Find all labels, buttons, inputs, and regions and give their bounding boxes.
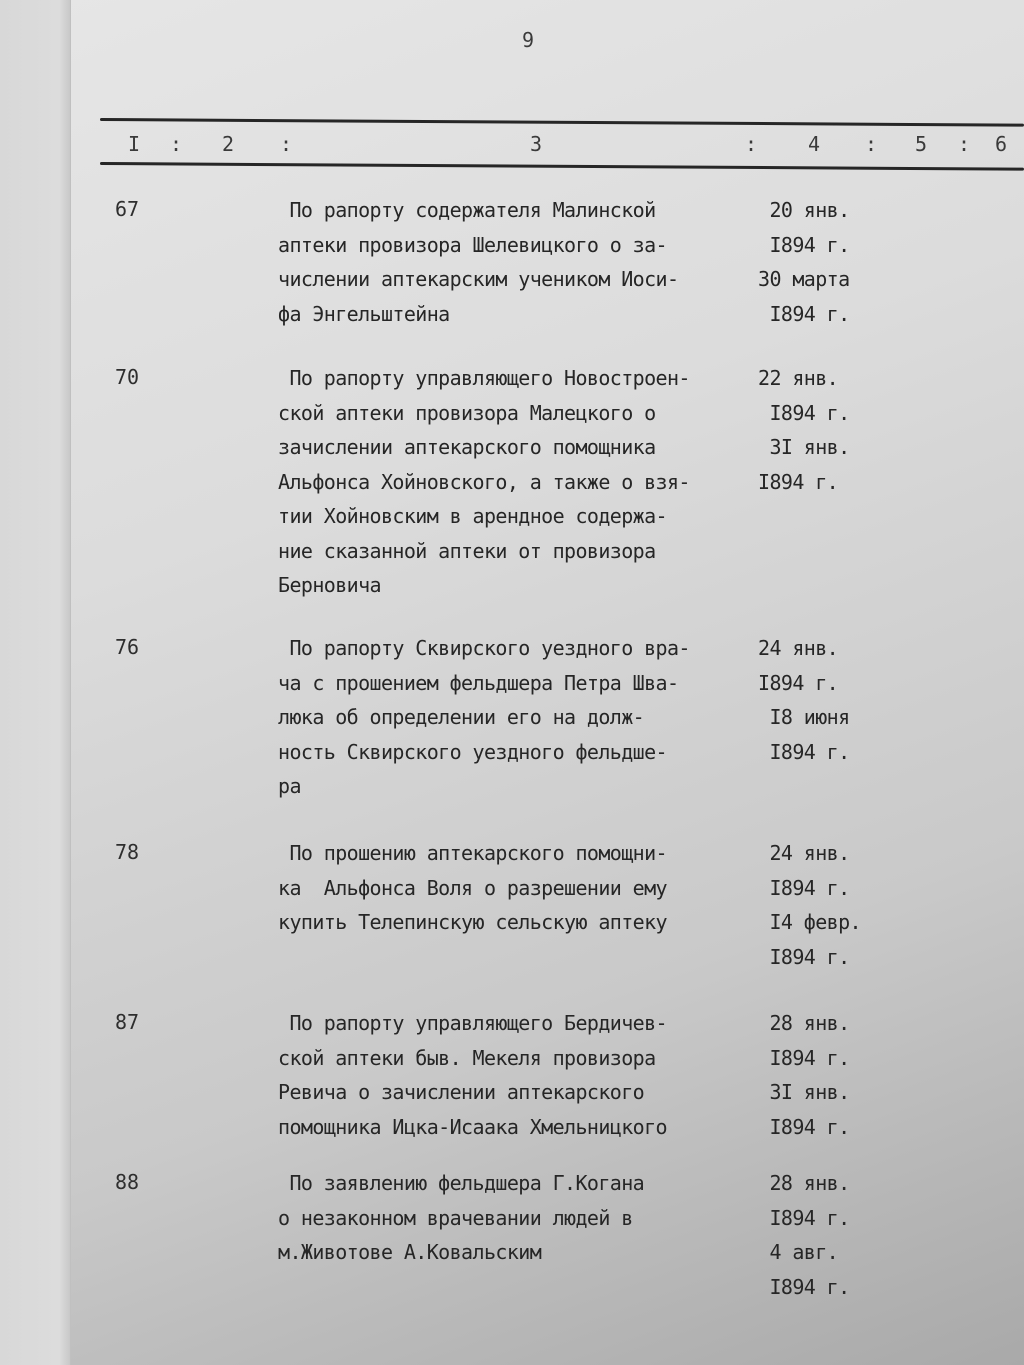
column-separator: :	[958, 132, 971, 156]
description-line: По рапорту содержателя Малинской	[278, 198, 656, 222]
header-rule-top	[100, 118, 1024, 127]
column-separator: :	[280, 132, 293, 156]
entry-description	[278, 631, 768, 804]
description-line: Берновича	[278, 573, 381, 597]
header-rule-bottom	[100, 162, 1024, 171]
entry-description	[278, 193, 768, 331]
date-line: 24 янв.	[758, 841, 850, 865]
date-line: I894 г.	[758, 944, 850, 969]
description-line: фа Энгельштейна	[278, 301, 450, 326]
description-line	[278, 940, 768, 975]
date-line: I8 июня	[758, 705, 850, 729]
page-fold-edge	[0, 0, 71, 1365]
column-separator: :	[170, 132, 183, 156]
entry-description	[278, 1166, 768, 1304]
column-header-2: 2	[222, 132, 235, 156]
entry-number: 78	[115, 840, 140, 864]
date-line: 20 янв.	[758, 198, 850, 222]
description-line: ской аптеки провизора Малецкого о	[278, 400, 656, 425]
date-line	[758, 534, 878, 569]
column-header-4: 4	[808, 132, 821, 156]
description-line: о незаконном врачевании людей в	[278, 1205, 633, 1230]
entry-number: 88	[115, 1170, 140, 1194]
date-line: I894 г.	[758, 1274, 850, 1299]
date-line: I894 г.	[758, 1114, 850, 1139]
entry-number: 76	[115, 635, 140, 659]
entry-dates	[758, 836, 878, 974]
entry-dates	[758, 631, 878, 804]
description-line: люка об определении его на долж-	[278, 705, 645, 729]
date-line: I894 г.	[758, 1045, 850, 1070]
date-line	[758, 769, 878, 804]
date-line: I894 г.	[758, 301, 850, 326]
description-line: ка Альфонса Воля о разрешении ему	[278, 875, 667, 900]
entry-description	[278, 361, 768, 603]
column-header-5: 5	[915, 132, 928, 156]
column-separator: :	[865, 132, 878, 156]
entry-number: 87	[115, 1010, 140, 1034]
date-line: 24 янв.	[758, 636, 839, 660]
date-line: I894 г.	[758, 1205, 850, 1230]
date-line: 3I янв.	[758, 1080, 850, 1104]
entry-dates	[758, 1166, 878, 1304]
entry-description	[278, 836, 768, 974]
date-line	[758, 568, 878, 603]
description-line: ра	[278, 774, 301, 798]
date-line: 30 марта	[758, 267, 850, 291]
description-line: ча с прошением фельдшера Петра Шва-	[278, 670, 679, 695]
date-line: 28 янв.	[758, 1171, 850, 1195]
column-header-3: 3	[530, 132, 543, 156]
description-line: ние сказанной аптеки от провизора	[278, 538, 656, 563]
description-line: По рапорту управляющего Новостроен-	[278, 366, 690, 390]
entry-description	[278, 1006, 768, 1144]
page-number: 9	[522, 28, 535, 52]
description-line	[278, 1270, 768, 1305]
date-line: I894 г.	[758, 469, 839, 494]
date-line: I894 г.	[758, 232, 850, 257]
description-line: По заявлению фельдшера Г.Когана	[278, 1171, 645, 1195]
date-line: 28 янв.	[758, 1011, 850, 1035]
date-line: 3I янв.	[758, 435, 850, 459]
date-line: I4 февр.	[758, 910, 861, 934]
entry-dates	[758, 193, 878, 331]
description-line: числении аптекарским учеником Иоси-	[278, 267, 679, 291]
date-line: 4 авг.	[758, 1240, 839, 1264]
column-header-I: I	[128, 132, 141, 156]
description-line: ской аптеки быв. Мекеля провизора	[278, 1045, 656, 1070]
entry-dates	[758, 361, 878, 603]
description-line: м.Животове А.Ковальским	[278, 1240, 542, 1264]
entry-number: 70	[115, 365, 140, 389]
column-separator: :	[745, 132, 758, 156]
date-line: I894 г.	[758, 400, 850, 425]
description-line: Альфонса Хойновского, а также о взя-	[278, 469, 690, 494]
description-line: тии Хойновским в арендное содержа-	[278, 504, 667, 528]
description-line: По прошению аптекарского помощни-	[278, 841, 667, 865]
description-line: По рапорту Сквирского уездного вра-	[278, 636, 690, 660]
description-line: помощника Ицка-Исаака Хмельницкого	[278, 1114, 667, 1139]
description-line: аптеки провизора Шелевицкого о за-	[278, 232, 667, 257]
description-line: Ревича о зачислении аптекарского	[278, 1080, 645, 1104]
date-line: I894 г.	[758, 875, 850, 900]
description-line: По рапорту управляющего Бердичев-	[278, 1011, 667, 1035]
date-line	[758, 499, 878, 534]
date-line: I894 г.	[758, 739, 850, 764]
description-line: ность Сквирского уездного фельдше-	[278, 739, 667, 764]
description-line: зачислении аптекарского помощника	[278, 435, 656, 459]
description-line: купить Телепинскую сельскую аптеку	[278, 910, 667, 934]
date-line: 22 янв.	[758, 366, 839, 390]
date-line: I894 г.	[758, 670, 839, 695]
entry-number: 67	[115, 197, 140, 221]
column-header-6: 6	[995, 132, 1008, 156]
entry-dates	[758, 1006, 878, 1144]
